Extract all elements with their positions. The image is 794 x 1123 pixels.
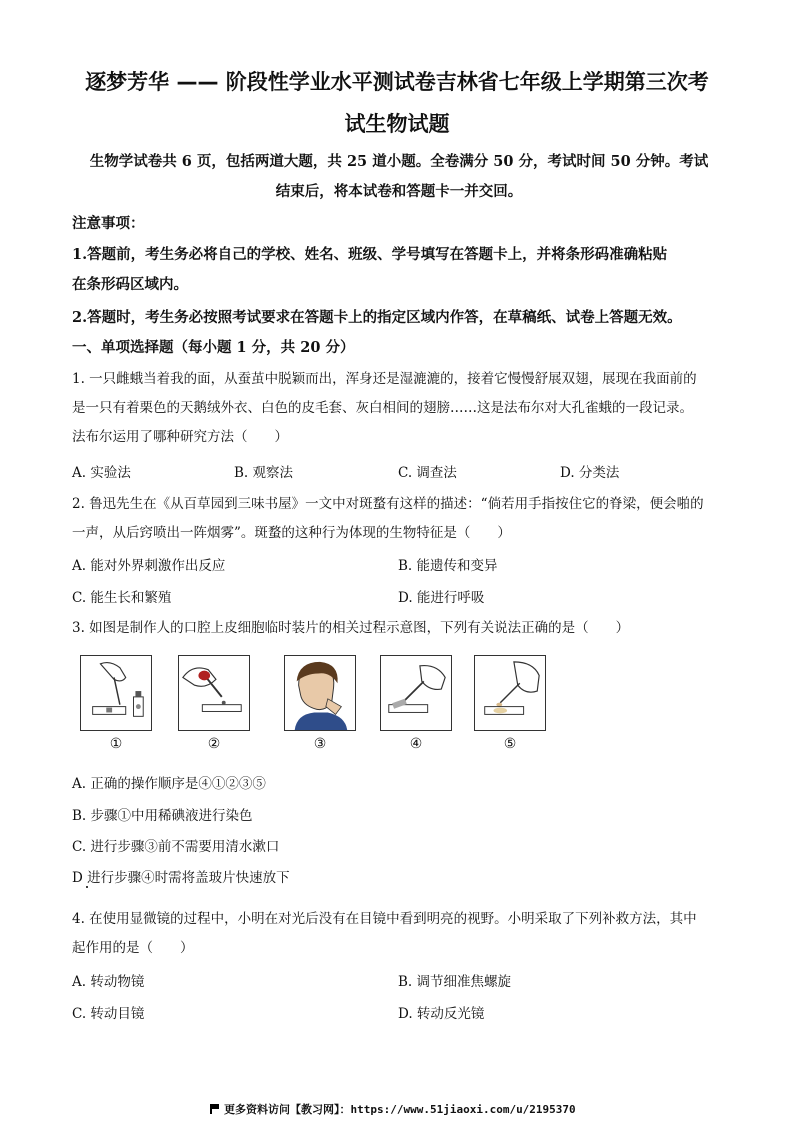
notes-item-1-line-1: 1.答题前，考生务必将自己的学校、姓名、班级、学号填写在答题卡上，并将条形码准确粘贴	[72, 246, 668, 263]
notes-item-1	[72, 240, 732, 300]
question-1-option-d: D. 分类法	[560, 465, 620, 481]
question-4-stem	[72, 905, 732, 963]
question-3-option-b: B. 步骤①中用稀碘液进行染色	[72, 808, 253, 824]
question-1-stem	[72, 365, 732, 452]
footer-link[interactable]	[210, 1103, 610, 1117]
step-4-drawing	[380, 655, 452, 731]
question-2-stem	[72, 490, 732, 548]
flag-icon	[210, 1104, 220, 1114]
question-1-option-b: B. 观察法	[234, 465, 294, 481]
question-1-line-3: 法布尔运用了哪种研究方法（ ）	[72, 429, 288, 445]
notes-item-1-line-2: 在条形码区域内。	[72, 276, 188, 293]
question-4-option-d: D. 转动反光镜	[398, 1006, 485, 1022]
step-1-label: ①	[109, 736, 123, 752]
intro-line-1: 生物学试卷共 6 页，包括两道大题，共 25 道小题。全卷满分 50 分，考试时间 50 分钟。考试	[89, 153, 709, 170]
intro-line-2: 结束后，将本试卷和答题卡一并交回。	[275, 183, 523, 200]
notes-heading: 注意事项：	[72, 215, 145, 232]
step-3-drawing	[284, 655, 356, 731]
question-2-option-c: C. 能生长和繁殖	[72, 590, 172, 606]
question-3-stem: 3. 如图是制作人的口腔上皮细胞临时装片的相关过程示意图，下列有关说法正确的是（ ）	[72, 620, 630, 636]
question-2-option-a: A. 能对外界刺激作出反应	[72, 558, 226, 574]
question-1-option-c: C. 调查法	[398, 465, 457, 481]
question-3-option-a: A. 正确的操作顺序是④①②③⑤	[72, 776, 266, 792]
question-3-option-c: C. 进行步骤③前不需要用清水漱口	[72, 839, 280, 855]
question-4-option-b: B. 调节细准焦螺旋	[398, 974, 512, 990]
slide-preparation-figure	[80, 655, 550, 755]
question-2-line-2: 一声，从后窍喷出一阵烟雾”。斑蝥的这种行为体现的生物特征是（ ）	[72, 525, 511, 541]
question-4-option-c: C. 转动目镜	[72, 1006, 145, 1022]
question-4-line-1: 4. 在使用显微镜的过程中，小明在对光后没有在目镜中看到明亮的视野。小明采取了下列补救方法，其中	[72, 911, 697, 927]
question-1-line-2: 是一只有着栗色的天鹅绒外衣、白色的皮毛套、灰白相间的翅膀……这是法布尔对大孔雀蛾的一段记录。	[72, 400, 693, 416]
question-1-line-1: 1. 一只雌蛾当着我的面，从蚕茧中脱颖而出，浑身还是湿漉漉的，接着它慢慢舒展双翅，展现在我面前的	[72, 371, 697, 387]
question-2-option-d: D. 能进行呼吸	[398, 590, 485, 606]
step-2-drawing	[178, 655, 250, 731]
stray-dot	[86, 886, 88, 888]
question-2-line-1: 2. 鲁迅先生在《从百草园到三味书屋》一文中对斑蝥有这样的描述：“倘若用手指按住它的脊梁，便会啪的	[72, 496, 704, 512]
section-heading: 一、单项选择题（每小题 1 分，共 20 分）	[72, 339, 355, 356]
question-4-option-a: A. 转动物镜	[72, 974, 145, 990]
notes-item-2: 2.答题时，考生务必按照考试要求在答题卡上的指定区域内作答，在草稿纸、试卷上答题无效。	[72, 309, 682, 326]
title-line-2: 试生物试题	[344, 112, 450, 136]
question-1-option-a: A. 实验法	[72, 465, 131, 481]
step-4-label: ④	[409, 736, 423, 752]
step-5-label: ⑤	[503, 736, 517, 752]
step-5-drawing	[474, 655, 546, 731]
step-1-drawing	[80, 655, 152, 731]
title-line-1: 逐梦芳华 —— 阶段性学业水平测试卷吉林省七年级上学期第三次考	[85, 70, 709, 94]
exam-intro	[72, 147, 726, 207]
footer-text[interactable]: 更多资料访问【教习网】：https://www.51jiaoxi.com/u/2195370	[224, 1103, 576, 1116]
question-2-option-b: B. 能遗传和变异	[398, 558, 498, 574]
step-3-label: ③	[313, 736, 327, 752]
question-3-option-d: D 进行步骤④时需将盖玻片快速放下	[72, 870, 290, 886]
question-4-line-2: 起作用的是（ ）	[72, 940, 194, 956]
step-2-label: ②	[207, 736, 221, 752]
